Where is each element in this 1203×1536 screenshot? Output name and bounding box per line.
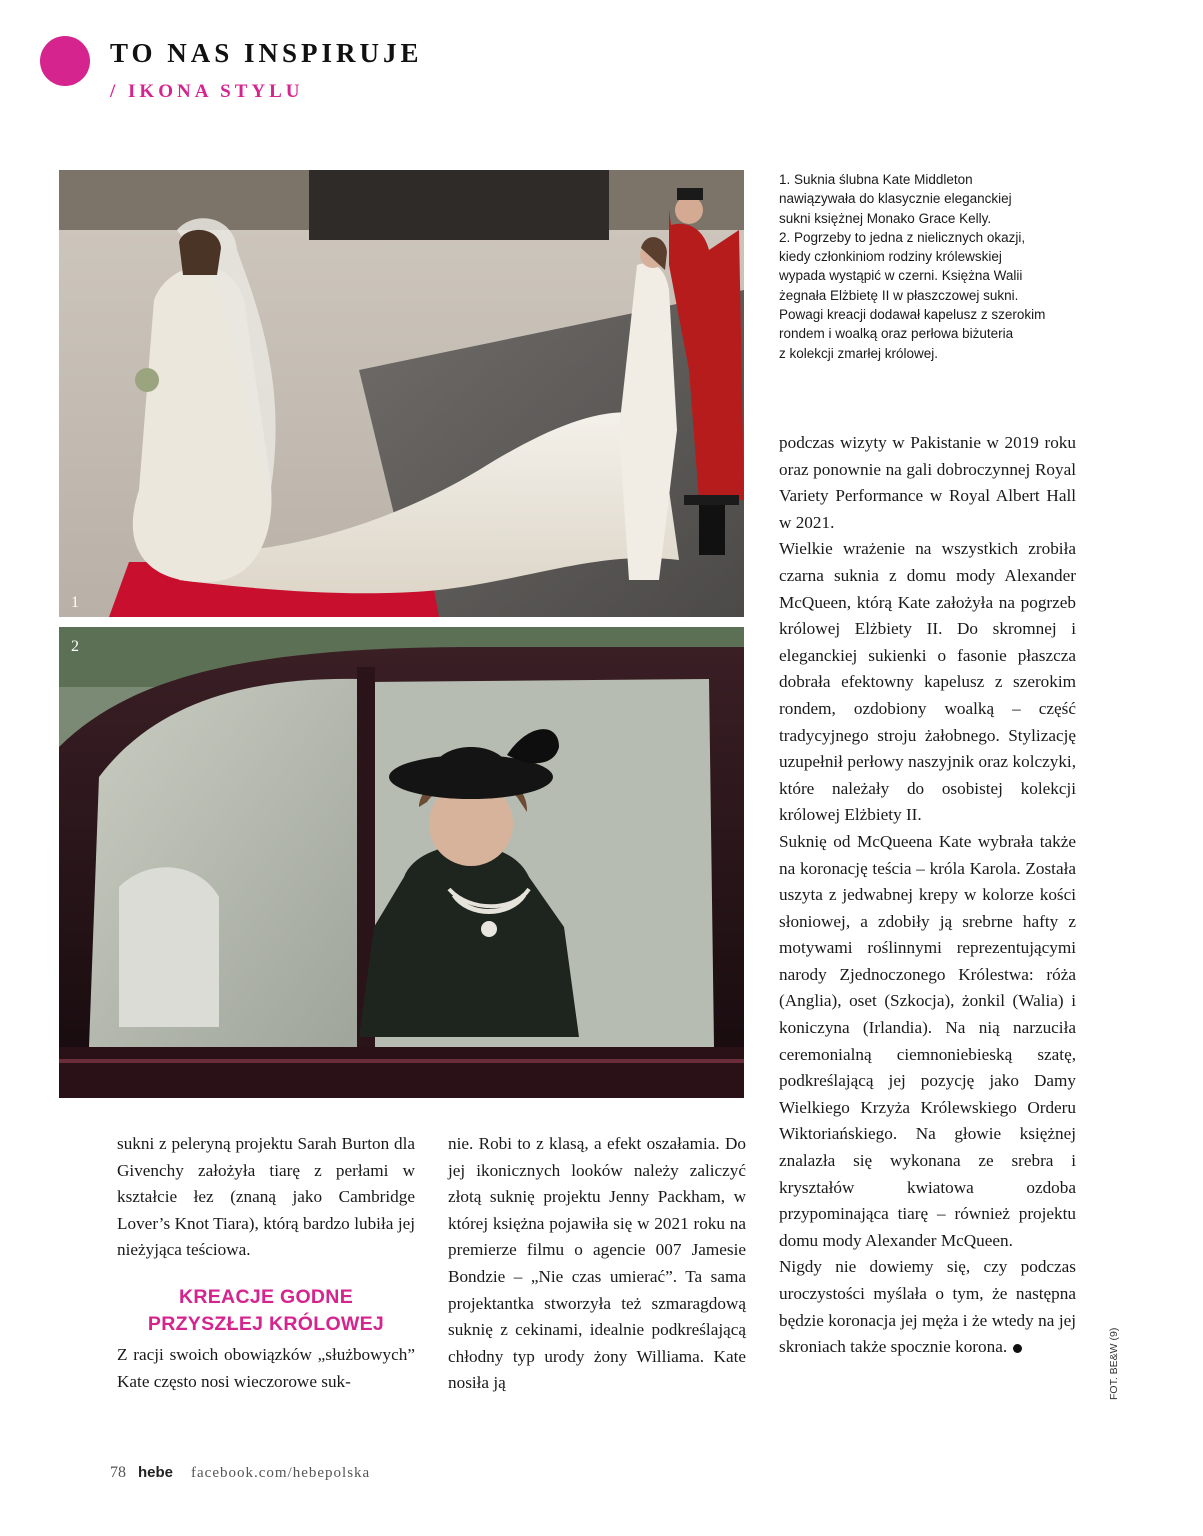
caption-line: żegnała Elżbietę II w płaszczowej sukni.: [779, 287, 1019, 303]
photo-2-number: 2: [71, 638, 79, 655]
article-column-right: [779, 430, 1076, 1361]
page-number: 78: [110, 1464, 126, 1481]
article-paragraph: podczas wizyty w Pakistanie w 2019 roku oraz ponownie na gali dobroczynnej Royal Variety Performance w Royal Albert Hall w 2021.: [779, 433, 1076, 532]
article-paragraph: Z racji swoich obowiązków „służbowych” Kate często nosi wieczorowe suk-: [117, 1344, 415, 1391]
section-kicker: TO NAS INSPIRUJE: [110, 38, 423, 68]
caption-line: nawiązywała do klasycznie eleganckiej: [779, 191, 1012, 207]
page-footer: [110, 1464, 370, 1482]
photo-captions: [779, 170, 1074, 363]
caption-line: 2. Pogrzeby to jedna z nielicznych okazji,: [779, 229, 1026, 245]
caption-line: rondem i woalką oraz perłowa biżuteria: [779, 326, 1014, 342]
article-paragraph: nie. Robi to z klasą, a efekt oszałamia. Do jej ikonicznych looków należy zaliczyć złotą suknię projektu Jenny Packham, w której księżna pojawiła się w 2021 roku na premierze filmu o agencie 007 Jamesie Bondzie – „Nie czas umierać”. Ta sama projektantka stworzyła też szmaragdową suknię z cekinami, idealnie podkreślającą chłodny typ urody żony Williama. Kate nosiła ją: [448, 1134, 746, 1393]
article-paragraph-final: [779, 1254, 1076, 1360]
footer-url: facebook.com/hebepolska: [191, 1465, 371, 1481]
article-subheading: [117, 1284, 415, 1338]
caption-line: wypada wystąpić w czerni. Księżna Walii: [779, 268, 1023, 284]
article-paragraph: Wielkie wrażenie na wszystkich zrobiła czarna suknia z domu mody Alexander McQueen, którą Kate założyła na pogrzeb królowej Elżbiety II. Do skromnej i eleganckiej sukienki o fasonie płaszcza dobrała efektowny kapelusz z szerokim rondem, ozdobiony woalką – część tradycyjnego stroju żałobnego. Stylizację uzupełnił perłowy naszyjnik oraz kolczyki, które należały do osobistej kolekcji królowej Elżbiety II.: [779, 539, 1076, 825]
brand-logo: hebe: [138, 1464, 174, 1481]
end-mark-icon: [1013, 1344, 1022, 1353]
photo-credit: FOT. BE&W (9): [1108, 1327, 1120, 1400]
subheading-line-2: PRZYSZŁEJ KRÓLOWEJ: [147, 1312, 385, 1335]
wedding-photo: [59, 170, 744, 617]
caption-line: Powagi kreacji dodawał kapelusz z szerokim: [779, 307, 1046, 323]
caption-line: z kolekcji zmarłej królowej.: [779, 345, 939, 361]
funeral-car-photo: [59, 627, 744, 1098]
subheading-line-1: KREACJE GODNE: [178, 1285, 353, 1308]
article-column-middle: [448, 1131, 746, 1397]
article-paragraph: Suknię od McQueena Kate wybrała także na koronację teścia – króla Karola. Została uszyta z jedwabnej krepy w kolorze kości słoniowej, a zdobiły ją srebrne hafty z motywami roślinnymi reprezentującymi narody Zjednoczonego Królestwa: róża (Anglia), oset (Szkocja), żonkil (Walia) i koniczyna (Irlandia). Na nią narzuciła ceremonialną ciemnoniebieską szatę, podkreślającą jej pozycję jako Damy Wielkiego Krzyża Królewskiego Orderu Wiktoriańskiego. Na głowie księżnej znalazła się wykonana ze srebra i kryształów kwiatowa ozdoba przypominająca tiarę – również projektu domu mody Alexander McQueen.: [779, 831, 1076, 1250]
article-final-text: Nigdy nie dowiemy się, czy podczas uroczystości myślała o tym, że następna będzie koronacja jej męża i że wtedy na jej skroniach także spocznie korona.: [779, 1257, 1076, 1357]
caption-line: sukni księżnej Monako Grace Kelly.: [779, 210, 992, 226]
caption-line: kiedy członkiniom rodziny królewskiej: [779, 249, 1002, 265]
caption-line: 1. Suknia ślubna Kate Middleton: [779, 172, 973, 187]
article-paragraph: sukni z peleryną projektu Sarah Burton dla Givenchy założyła tiarę z perłami w kształcie łez (znaną jako Cambridge Lover’s Knot Tiara), którą bardzo lubiła jej nieżyjąca teściowa.: [117, 1134, 415, 1260]
accent-dot: [40, 36, 90, 86]
section-subkicker: / IKONA STYLU: [110, 81, 304, 102]
photo-1-number: 1: [71, 594, 79, 611]
article-column-left: [117, 1131, 415, 1395]
